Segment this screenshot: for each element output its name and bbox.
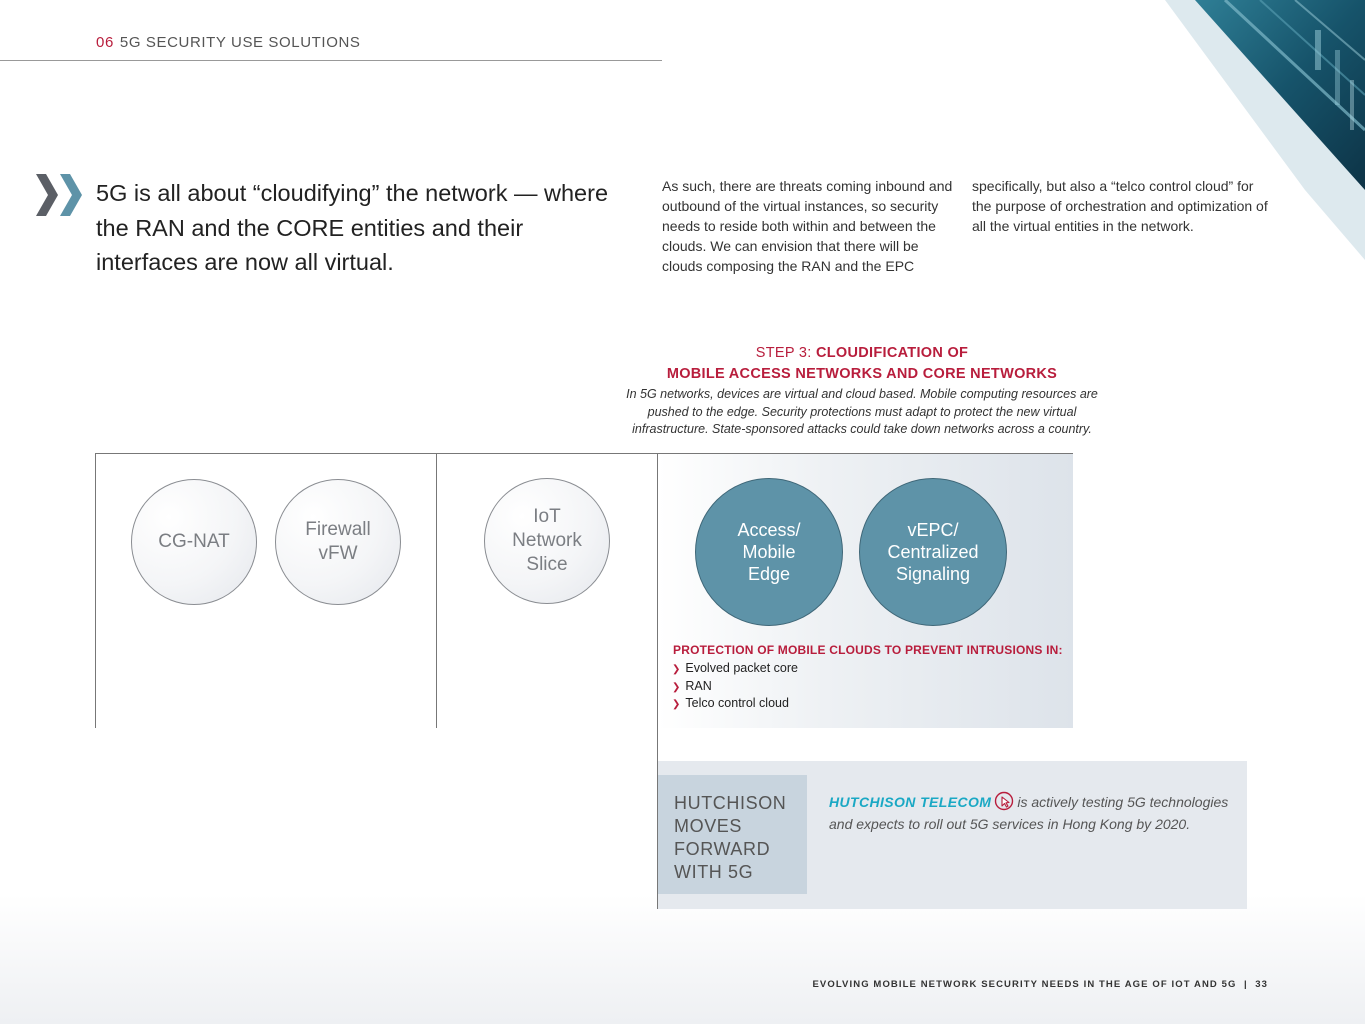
list-item bbox=[672, 678, 798, 696]
step-heading bbox=[622, 343, 1102, 385]
circle-label: Edge bbox=[747, 564, 791, 584]
diagram-divider-middle bbox=[436, 453, 437, 728]
list-item-label: Evolved packet core bbox=[685, 661, 798, 675]
list-item-label: RAN bbox=[685, 678, 712, 693]
firewall-circle bbox=[275, 479, 401, 605]
body-column-2: specifically, but also a “telco control cloud” for the purpose of orchestration and optimization of all the virtual entities in the network. bbox=[972, 178, 1268, 234]
cursor-click-icon[interactable] bbox=[994, 791, 1014, 811]
footer-title: EVOLVING MOBILE NETWORK SECURITY NEEDS IN THE AGE OF IOT AND 5G bbox=[812, 979, 1237, 990]
protection-title: PROTECTION OF MOBILE CLOUDS TO PREVENT INTRUSIONS IN: bbox=[673, 643, 1063, 657]
header-divider bbox=[0, 60, 662, 61]
list-item bbox=[672, 660, 798, 678]
protection-list bbox=[672, 660, 798, 713]
chevron-right-icon: ❯ bbox=[672, 681, 681, 693]
hutchison-label-line: WITH 5G bbox=[674, 862, 754, 882]
step-title-line2: MOBILE ACCESS NETWORKS AND CORE NETWORKS bbox=[666, 366, 1058, 382]
section-title: 5G SECURITY USE SOLUTIONS bbox=[119, 34, 361, 51]
access-edge-circle bbox=[695, 478, 843, 626]
list-item-label: Telco control cloud bbox=[685, 696, 789, 710]
double-chevron-icon bbox=[36, 174, 86, 216]
step-title-line1: CLOUDIFICATION OF bbox=[815, 345, 969, 361]
lead-statement: 5G is all about “cloudifying” the network — where the RAN and the CORE entities and their interfaces are now all virtual. bbox=[96, 180, 609, 275]
circle-label: Slice bbox=[526, 554, 568, 575]
hutchison-description bbox=[829, 791, 1239, 835]
circle-label: IoT bbox=[533, 506, 561, 527]
chevron-right-icon: ❯ bbox=[672, 664, 681, 675]
section-header bbox=[96, 34, 361, 51]
iot-slice-circle bbox=[484, 478, 610, 604]
bottom-gradient bbox=[0, 894, 1365, 1024]
section-number: 06 bbox=[96, 34, 114, 51]
circle-label: vFW bbox=[318, 543, 358, 564]
vepc-circle bbox=[859, 478, 1007, 626]
circle-label: Network bbox=[512, 530, 582, 551]
diagram-divider-left bbox=[95, 453, 96, 728]
circle-label: Signaling bbox=[895, 564, 971, 584]
page-number: 33 bbox=[1255, 979, 1268, 990]
circle-label: CG-NAT bbox=[158, 531, 230, 552]
circle-label: Centralized bbox=[887, 542, 979, 562]
chevron-right-icon: ❯ bbox=[672, 699, 681, 710]
step-label: STEP 3: bbox=[755, 345, 816, 361]
circle-label: vEPC/ bbox=[907, 520, 959, 540]
hutchison-label-line: FORWARD bbox=[674, 839, 771, 859]
circle-label: Access/ bbox=[737, 520, 801, 540]
hutchison-text: is actively testing 5G technologies and expects to roll out 5G services in Hong Kong by 2020. bbox=[829, 794, 1229, 832]
hutchison-label-line: MOVES bbox=[674, 816, 743, 836]
body-column-1: As such, there are threats coming inbound and outbound of the virtual instances, so security needs to reside both within and between the clouds. We can envision that there will be clouds composing the RAN and the EPC bbox=[662, 178, 953, 274]
page-footer: EVOLVING MOBILE NETWORK SECURITY NEEDS IN THE AGE OF IOT AND 5G | 33 bbox=[812, 979, 1268, 990]
list-item bbox=[672, 695, 798, 713]
circle-label: Firewall bbox=[305, 519, 371, 540]
hutchison-company-link[interactable]: HUTCHISON TELECOM bbox=[829, 794, 992, 810]
hutchison-label-line: HUTCHISON bbox=[674, 793, 787, 813]
cg-nat-circle bbox=[131, 479, 257, 605]
step-description: In 5G networks, devices are virtual and cloud based. Mobile computing resources are pushed to the edge. Security protections must adapt to protect the new virtual infrastructure. State-sponsored attacks could take down networks across a country. bbox=[626, 387, 1098, 436]
circle-label: Mobile bbox=[742, 542, 796, 562]
hutchison-label bbox=[674, 792, 786, 884]
